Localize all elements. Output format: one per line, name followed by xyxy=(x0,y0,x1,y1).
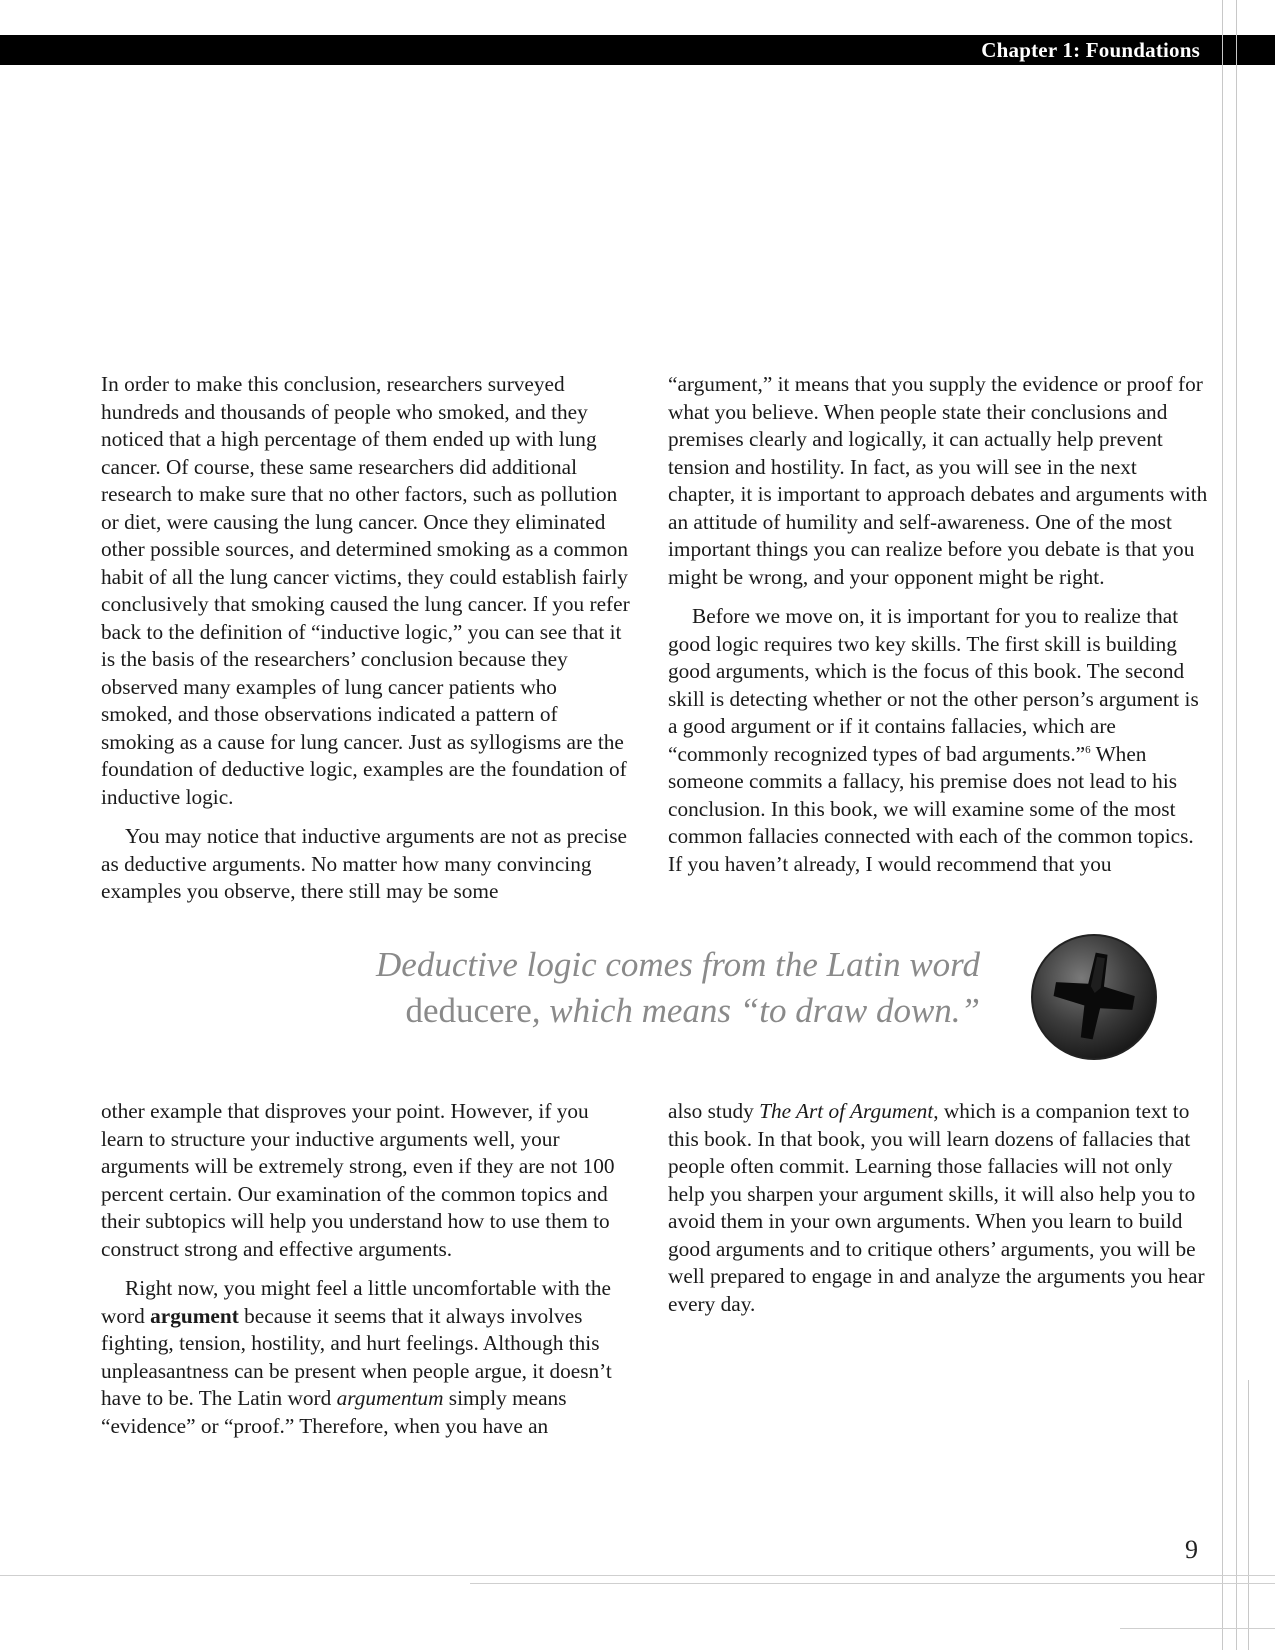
paragraph xyxy=(668,603,1208,878)
paragraph-text: also study xyxy=(668,1099,760,1123)
latin-word: deducere xyxy=(405,991,532,1030)
paragraph: “argument,” it means that you supply the evidence or proof for what you believe. When people state their conclusions and premises clearly and logically, it can actually help prevent tension and hostility. In fact, as you will see in the next chapter, it is important to approach debates and arguments with an attitude of humility and self-awareness. One of the most important things you can realize before you debate is that you might be wrong, and your opponent might be right. xyxy=(668,372,1208,589)
paragraph-text: , which is a companion text to this book. In that book, you will learn dozens of fallacies that people often commit. Learning those fallacies will not only help you sharpen your argument skills, it will also help you to avoid them in your own arguments. When you learn to build good arguments and to critique others’ arguments, you will be well prepared to engage in and analyze the arguments you hear every day. xyxy=(668,1099,1205,1316)
margin-rule xyxy=(1236,0,1237,1650)
pull-quote-text: , which means “to draw down.” xyxy=(531,991,980,1030)
paragraph-text: When someone commits a fallacy, his premise does not lead to his conclusion. In this book, we will examine some of the most common fallacies connected with each of the common topics. If you haven’t already, I would recommend that you xyxy=(668,741,1194,876)
text-column-top-left xyxy=(101,371,631,918)
page-number: 9 xyxy=(1185,1535,1198,1564)
bold-term: argument xyxy=(150,1303,239,1328)
paragraph xyxy=(101,1275,631,1440)
margin-rule xyxy=(1222,0,1223,1650)
paragraph-text: Before we move on, it is important for you to realize that good logic requires two key skills. The first skill is building good arguments, which is the focus of this book. The second skill is detecting whether or not the other person’s argument is a good argument or if it contains fallacies, which are “commonly recognized types of bad arguments.” xyxy=(668,604,1199,766)
chapter-header-bar xyxy=(0,35,1275,65)
italic-term: argumentum xyxy=(336,1386,444,1410)
text-column-bottom-right xyxy=(668,1098,1208,1330)
book-title: The Art of Argument xyxy=(759,1099,934,1123)
screw-head-icon xyxy=(1030,933,1158,1061)
paragraph-text: Right now, you might feel a little uncomfortable with the word xyxy=(101,1276,611,1328)
text-column-bottom-left xyxy=(101,1098,631,1452)
paragraph: You may notice that inductive arguments are not as precise as deductive arguments. No matter how many convincing examples you observe, there still may be some xyxy=(101,824,627,903)
margin-rule xyxy=(1248,1380,1249,1650)
paragraph: In order to make this conclusion, researchers surveyed hundreds and thousands of people who smoked, and they noticed that a high percentage of them ended up with lung cancer. Of course, these same researchers did additional research to make sure that no other factors, such as pollution or diet, were causing the lung cancer. Once they eliminated other possible sources, and determined smoking as a common habit of all the lung cancer victims, they could establish fairly conclusively that smoking caused the lung cancer. If you refer back to the definition of “inductive logic,” you can see that it is the basis of the researchers’ conclusion because they observed many examples of lung cancer patients who smoked, and those observations indicated a pattern of smoking as a cause for lung cancer. Just as syllogisms are the foundation of deductive logic, examples are the foundation of inductive logic. xyxy=(101,372,630,809)
bottom-rule xyxy=(0,1575,1275,1576)
paragraph xyxy=(668,1098,1208,1318)
pull-quote xyxy=(340,942,980,1034)
paragraph-text: simply means “evidence” or “proof.” Therefore, when you have an xyxy=(101,1386,567,1438)
pull-quote-line: Deductive logic comes from the Latin word xyxy=(376,945,980,984)
chapter-title: Chapter 1: Foundations xyxy=(981,38,1200,62)
bottom-rule xyxy=(1120,1628,1275,1629)
bottom-rule xyxy=(470,1583,1275,1584)
text-column-top-right xyxy=(668,371,1208,890)
pull-quote-line xyxy=(340,988,980,1034)
paragraph: other example that disproves your point. However, if you learn to structure your inductive arguments well, your arguments will be extremely strong, even if they are not 100 percent certain. Our examination of the common topics and their subtopics will help you understand how to use them to construct strong and effective arguments. xyxy=(101,1099,615,1261)
paragraph-text: because it seems that it always involves fighting, tension, hostility, and hurt feelings. Although this unpleasantness can be present when people argue, it doesn’t have to be. The Latin word xyxy=(101,1303,612,1410)
footnote-marker: 6 xyxy=(1085,743,1091,756)
